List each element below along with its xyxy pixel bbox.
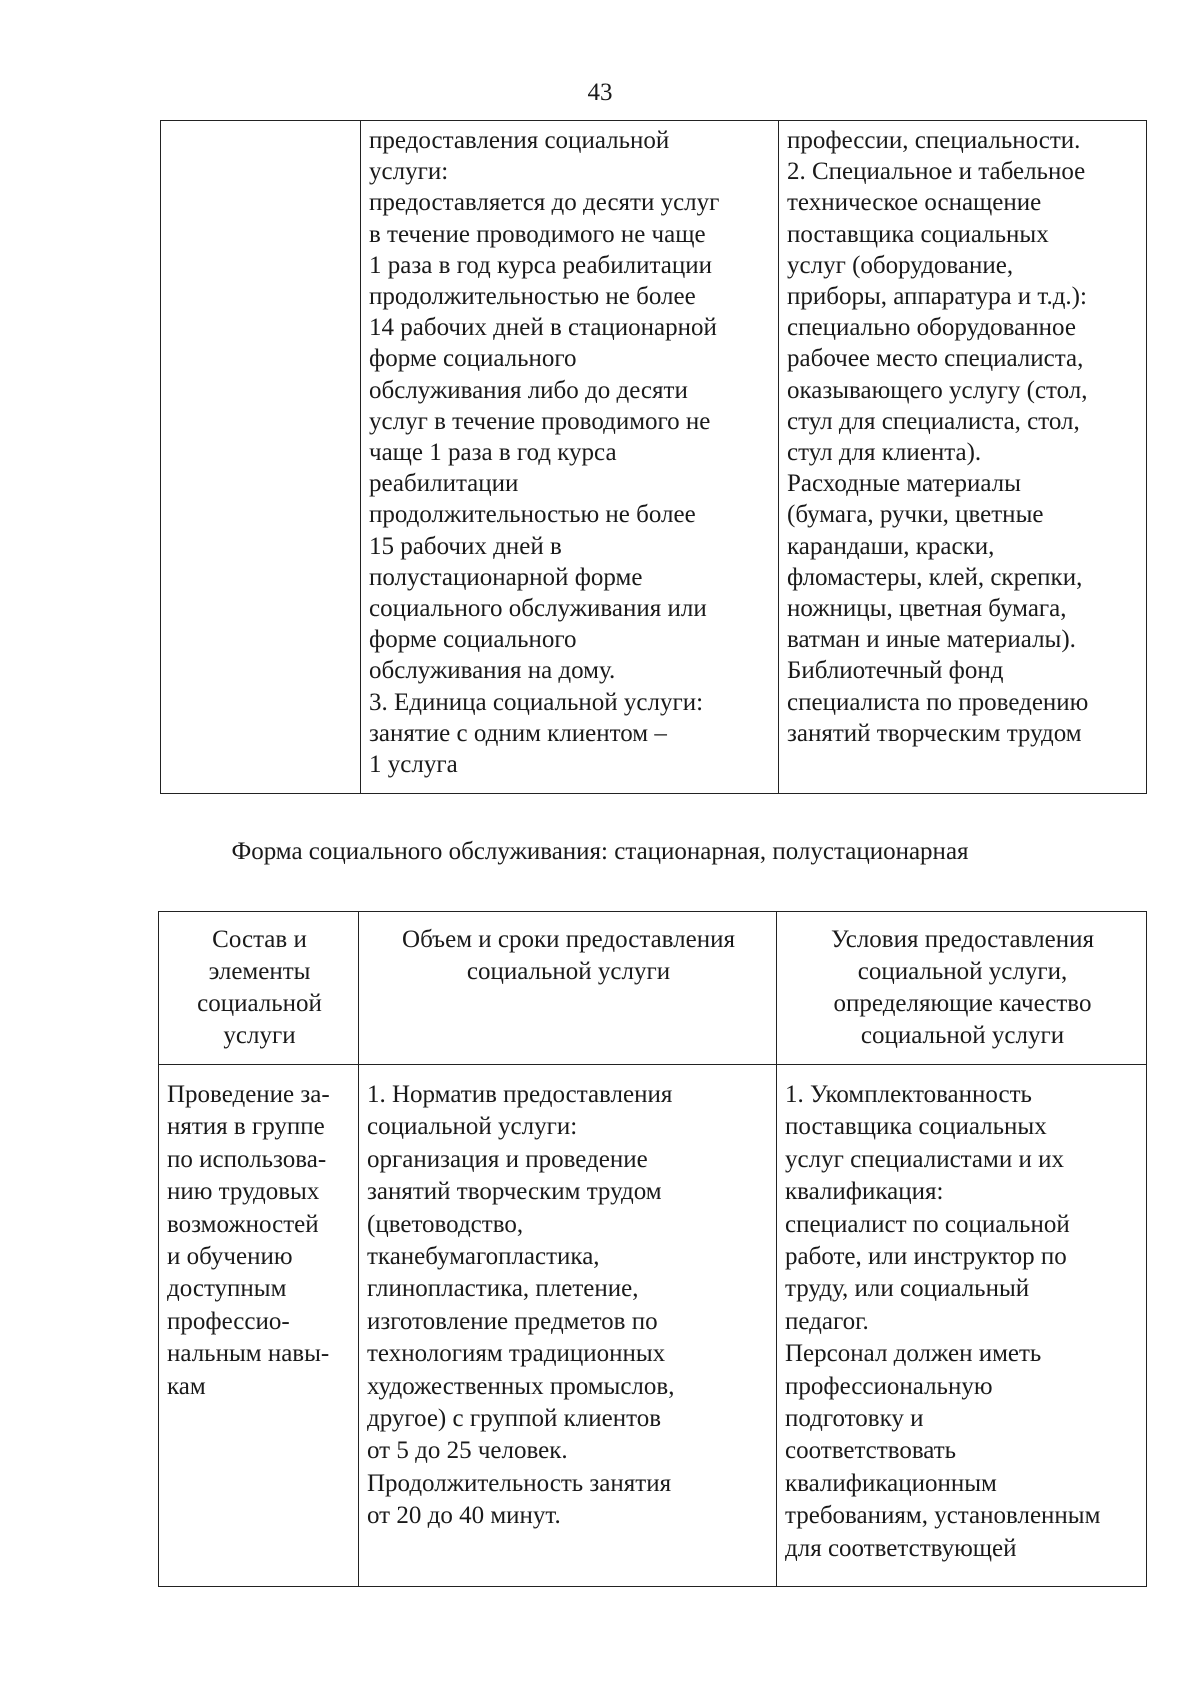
header-composition: Состав и элементы социальной услуги xyxy=(159,912,359,1065)
page-number: 43 xyxy=(587,79,613,106)
header-volume-terms: Объем и сроки предоставления социальной услуги xyxy=(359,912,777,1065)
conditions-cell: 1. Укомплектованность поставщика социальных услуг специалистами и их квалификация: специалист по социальной работе, или инструктор по труду, или социальный педагог. Персонал должен иметь профессиональную подготовку и соответствовать квалификационным требованиям, установленным для соответствующей xyxy=(777,1065,1147,1587)
service-table xyxy=(158,911,1147,1587)
volume-terms-cell: 1. Норматив предоставления социальной услуги: организация и проведение занятий творческим трудом (цветоводство, тканебумагопластика, глинопластика, плетение, изготовление предметов по технологиям традиционных художественных промыслов, другое) с группой клиентов от 5 до 25 человек. Продолжительность занятия от 20 до 40 минут. xyxy=(359,1065,777,1587)
section-title: Форма социального обслуживания: стационарная, полустационарная xyxy=(231,838,969,865)
conditions-cell: профессии, специальности. 2. Специальное и табельное техническое оснащение поставщика социальных услуг (оборудование, приборы, аппаратура и т.д.): специально оборудованное рабочее место специалиста, оказывающего услугу (стол, стул для специалиста, стол, стул для клиента). Расходные материалы (бумага, ручки, цветные карандаши, краски, фломастеры, клей, скрепки, ножницы, цветная бумага, ватман и иные материалы). Библиотечный фонд специалиста по проведению занятий творческим трудом xyxy=(779,121,1147,794)
table-row xyxy=(159,1065,1147,1587)
service-name-cell: Проведение за- нятия в группе по использова- нию трудовых возможностей и обучению доступным профессио- нальным навы- кам xyxy=(159,1065,359,1587)
header-conditions: Условия предоставления социальной услуги, определяющие качество социальной услуги xyxy=(777,912,1147,1065)
table-header-row xyxy=(159,912,1147,1065)
volume-terms-cell: предоставления социальной услуги: предоставляется до десяти услуг в течение проводимого не чаще 1 раза в год курса реабилитации продолжительностью не более 14 рабочих дней в стационарной форме социального обслуживания либо до десяти услуг в течение проводимого не чаще 1 раза в год курса реабилитации продолжительностью не более 15 рабочих дней в полустационарной форме социального обслуживания или форме социального обслуживания на дому. 3. Единица социальной услуги: занятие с одним клиентом – 1 услуга xyxy=(361,121,779,794)
table-row xyxy=(161,121,1147,794)
service-name-cell xyxy=(161,121,361,794)
continued-service-table xyxy=(160,120,1147,794)
